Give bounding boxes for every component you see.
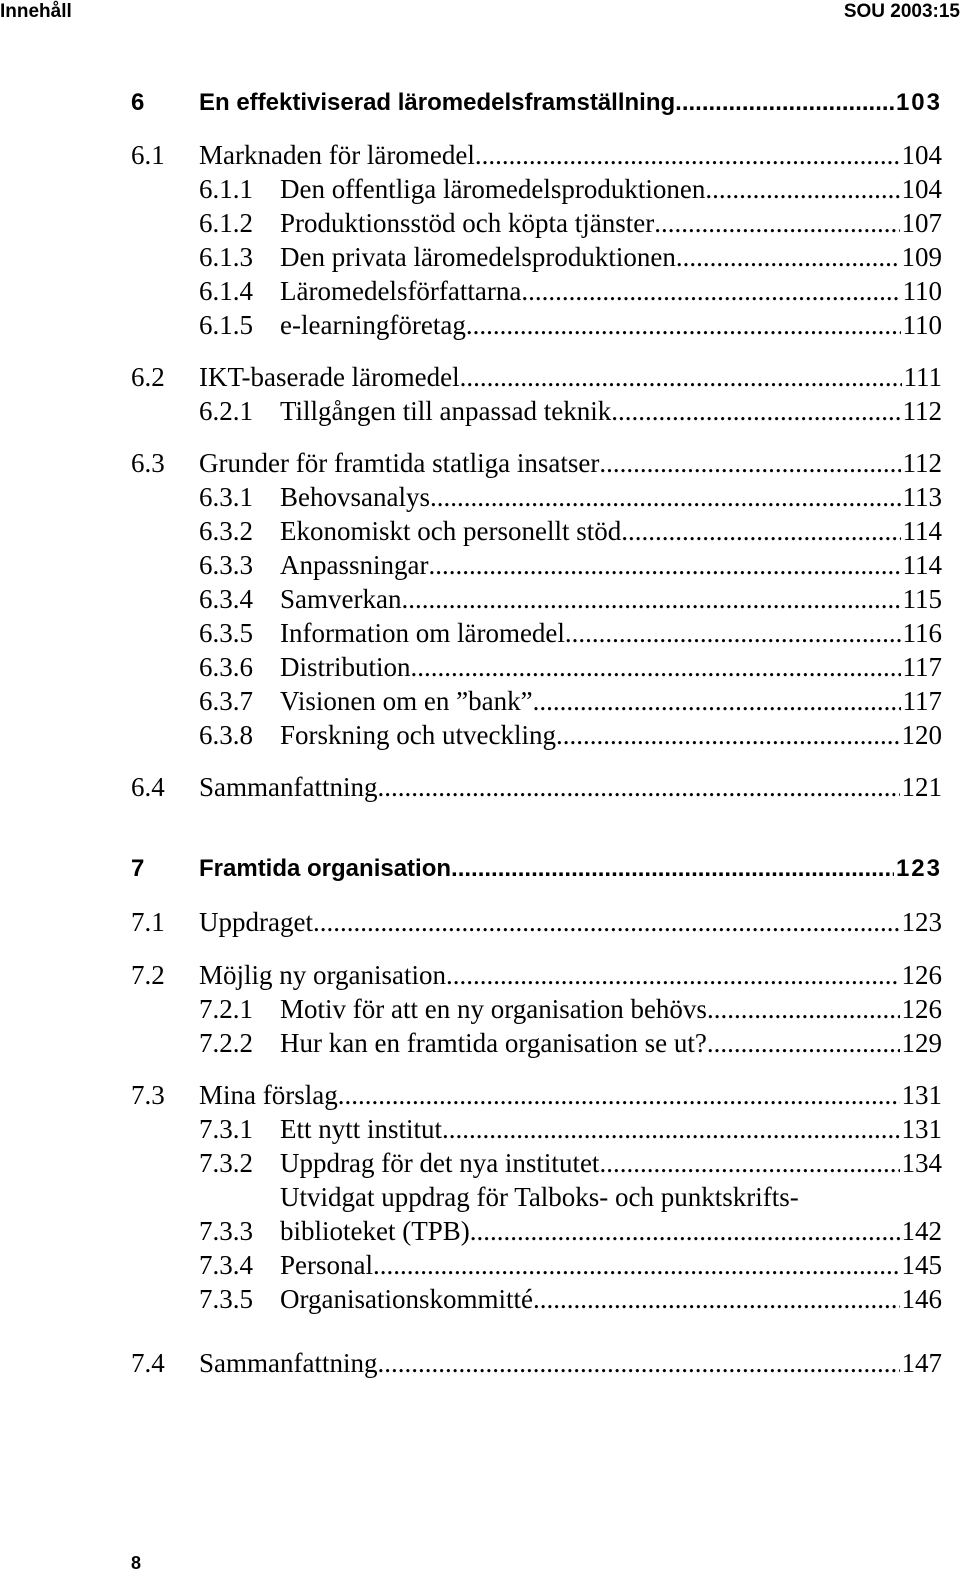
toc-entry-number: 7.2 (131, 960, 165, 990)
dot-leader (442, 1112, 899, 1146)
toc-entry-number: 7.3.5 (199, 1284, 253, 1314)
dot-leader (621, 514, 900, 548)
dot-leader (460, 360, 902, 394)
dot-leader (533, 684, 901, 718)
dot-leader (556, 718, 900, 752)
toc-entry-page: 112 (902, 396, 942, 426)
toc-entry[interactable] (0, 1146, 960, 1180)
toc-entry-number: 6.3.4 (199, 584, 253, 614)
toc-entry-number: 6.1 (131, 140, 165, 170)
toc-entry-number: 7.3 (131, 1080, 165, 1110)
toc-entry-page: 123 (895, 855, 942, 882)
dot-leader (430, 480, 901, 514)
toc-entry-number: 6.3.3 (199, 550, 253, 580)
toc-entry-number: 7.4 (131, 1348, 165, 1378)
toc-entry-page: 114 (902, 516, 942, 546)
dot-leader (451, 852, 894, 886)
toc-entry-title: Information om läromedel (280, 618, 565, 648)
toc-entry-number: 7.2.2 (199, 1028, 253, 1058)
toc-entry-title: Produktionsstöd och köpta tjänster (280, 208, 655, 238)
toc-entry-page: 145 (901, 1250, 942, 1280)
toc-entry[interactable] (0, 992, 960, 1026)
dot-leader (565, 616, 901, 650)
toc-entry-title: Samverkan (280, 584, 402, 614)
toc-entry[interactable] (0, 1248, 960, 1282)
toc-entry[interactable] (0, 958, 960, 992)
toc-entry-page: 114 (902, 550, 942, 580)
toc-entry[interactable] (0, 1112, 960, 1146)
toc-entry-page: 120 (901, 720, 942, 750)
toc-entry-number: 6.1.2 (199, 208, 253, 238)
toc-entry-page: 146 (901, 1284, 942, 1314)
toc-entry-number: 6.3.1 (199, 482, 253, 512)
toc-entry-number: 7 (131, 855, 145, 882)
dot-leader (428, 548, 900, 582)
dot-leader (707, 1026, 900, 1060)
toc-entry-number: 7.3.1 (199, 1114, 253, 1144)
dot-leader (466, 308, 901, 342)
dot-leader (654, 206, 899, 240)
toc-entry-title: Tillgången till anpassad teknik (280, 396, 612, 426)
toc-entry[interactable] (0, 905, 960, 939)
dot-leader (411, 650, 901, 684)
toc-entry-number: 6.3.5 (199, 618, 253, 648)
toc-entry-title: Den offentliga läromedelsproduktionen (280, 174, 706, 204)
toc-entry[interactable] (0, 86, 960, 120)
toc-entry-number: 6.4 (131, 772, 165, 802)
toc-entry-title: Forskning och utveckling (280, 720, 556, 750)
dot-leader (533, 1282, 900, 1316)
toc-entry-title: Grunder för framtida statliga insatser (199, 448, 600, 478)
toc-entry-page: 142 (901, 1216, 942, 1246)
toc-entry-page: 147 (901, 1348, 942, 1378)
toc-entry[interactable] (0, 1214, 960, 1248)
dot-leader (675, 86, 894, 120)
header-section-label: Innehåll (0, 1, 72, 22)
toc-entry[interactable] (0, 718, 960, 752)
toc-entry-page: 107 (901, 208, 942, 238)
dot-leader (599, 446, 900, 480)
toc-entry-number: 6.1.5 (199, 310, 253, 340)
dot-leader (707, 992, 900, 1026)
dot-leader (446, 958, 900, 992)
toc-entry-title: Organisationskommitté (280, 1284, 533, 1314)
toc-entry-title: Sammanfattning (199, 772, 378, 802)
toc-entry-number: 6.3.7 (199, 686, 253, 716)
toc-entry[interactable] (0, 446, 960, 480)
dot-leader (470, 1214, 900, 1248)
toc-entry[interactable] (0, 172, 960, 206)
toc-entry-page: 115 (902, 584, 942, 614)
header-report-id: SOU 2003:15 (843, 1, 960, 22)
toc-entry-title: Mina förslag (199, 1080, 338, 1110)
dot-leader (705, 172, 899, 206)
toc-entry-title: Behovsanalys (280, 482, 430, 512)
dot-leader (475, 138, 900, 172)
dot-leader (676, 240, 900, 274)
toc-entry-number: 6.3 (131, 448, 165, 478)
toc-entry-title: Uppdrag för det nya institutet (280, 1148, 600, 1178)
dot-leader (521, 274, 900, 308)
toc-entry[interactable] (0, 138, 960, 172)
dot-leader (373, 1248, 900, 1282)
toc-entry-title: IKT-baserade läromedel (199, 362, 460, 392)
toc-entry-title: Möjlig ny organisation (199, 960, 446, 990)
dot-leader (313, 905, 900, 939)
toc-entry-page: 126 (901, 994, 942, 1024)
toc-entry-number: 6.2 (131, 362, 165, 392)
toc-entry-title: Anpassningar (280, 550, 429, 580)
toc-entry-number: 7.3.3 (199, 1216, 253, 1246)
toc-entry[interactable] (0, 616, 960, 650)
toc-entry-number: 6 (131, 89, 145, 116)
toc-entry-number: 7.2.1 (199, 994, 253, 1024)
dot-leader (401, 582, 900, 616)
toc-entry-page: 131 (901, 1114, 942, 1144)
toc-entry-number: 6.1.1 (199, 174, 253, 204)
toc-entry-title-line1: Utvidgat uppdrag för Talboks- och punktskrifts- (280, 1182, 799, 1212)
toc-entry[interactable] (0, 274, 960, 308)
toc-entry[interactable] (0, 360, 960, 394)
toc-entry-title: Läromedelsförfattarna (280, 276, 522, 306)
toc-entry-page: 104 (901, 140, 942, 170)
toc-entry-number: 7.1 (131, 907, 165, 937)
dot-leader (338, 1078, 900, 1112)
toc-entry-number: 6.3.6 (199, 652, 253, 682)
toc-entry-number: 6.3.2 (199, 516, 253, 546)
toc-entry-page: 113 (902, 482, 942, 512)
toc-entry-title: e-learningföretag (280, 310, 466, 340)
toc-entry[interactable] (0, 1078, 960, 1112)
toc-entry-page: 123 (901, 907, 942, 937)
toc-entry-number: 7.3.2 (199, 1148, 253, 1178)
toc-entry-page: 112 (902, 448, 942, 478)
toc-entry[interactable] (0, 480, 960, 514)
toc-entry-title: Personal (280, 1250, 373, 1280)
toc-entry[interactable] (0, 1026, 960, 1060)
toc-entry-page: 134 (901, 1148, 942, 1178)
toc-entry-title: Ekonomiskt och personellt stöd (280, 516, 622, 546)
toc-entry-title: biblioteket (TPB) (280, 1216, 470, 1246)
toc-entry-number: 6.3.8 (199, 720, 253, 750)
toc-entry-number: 6.1.3 (199, 242, 253, 272)
toc-entry[interactable] (0, 308, 960, 342)
toc-entry-page: 111 (903, 362, 942, 392)
toc-entry[interactable] (0, 852, 960, 886)
dot-leader (377, 770, 899, 804)
toc-entry-title: Ett nytt institut (280, 1114, 443, 1144)
toc-entry[interactable] (0, 650, 960, 684)
toc-entry[interactable] (0, 582, 960, 616)
toc-entry-page: 126 (901, 960, 942, 990)
toc-entry-title: Visionen om en ”bank” (280, 686, 533, 716)
toc-entry-page: 116 (902, 618, 942, 648)
toc-entry-number: 7.3.4 (199, 1250, 253, 1280)
toc-entry[interactable] (0, 394, 960, 428)
toc-entry-title: Uppdraget (199, 907, 313, 937)
dot-leader (377, 1346, 899, 1380)
toc-entry-page: 104 (901, 174, 942, 204)
toc-entry-page: 121 (901, 772, 942, 802)
toc-entry-title: En effektiviserad läromedelsframställning (199, 89, 676, 116)
toc-entry-page: 131 (901, 1080, 942, 1110)
page-number: 8 (131, 1553, 142, 1573)
toc-entry[interactable] (0, 514, 960, 548)
toc-entry-page: 109 (901, 242, 942, 272)
toc-entry-number: 6.1.4 (199, 276, 253, 306)
toc-entry-title: Marknaden för läromedel (199, 140, 475, 170)
toc-entry[interactable] (0, 684, 960, 718)
toc-entry[interactable] (0, 1346, 960, 1380)
toc-entry-page: 110 (902, 310, 942, 340)
toc-entry-page: 117 (902, 652, 942, 682)
dot-leader (611, 394, 900, 428)
toc-entry-page: 103 (895, 89, 942, 116)
toc-entry-title: Distribution (280, 652, 411, 682)
toc-entry[interactable] (0, 548, 960, 582)
toc-entry-title: Hur kan en framtida organisation se ut? (280, 1028, 707, 1058)
toc-entry-number: 6.2.1 (199, 396, 253, 426)
toc-entry-title: Motiv för att en ny organisation behövs (280, 994, 707, 1024)
toc-entry[interactable] (0, 770, 960, 804)
toc-entry-title: Framtida organisation (199, 855, 452, 882)
toc-entry-title: Den privata läromedelsproduktionen (280, 242, 676, 272)
toc-entry-title: Sammanfattning (199, 1348, 378, 1378)
toc-entry-page: 110 (902, 276, 942, 306)
dot-leader (599, 1146, 899, 1180)
toc-entry[interactable] (0, 1282, 960, 1316)
toc-entry[interactable] (0, 240, 960, 274)
toc-entry[interactable] (0, 206, 960, 240)
toc-entry-page: 117 (902, 686, 942, 716)
toc-entry-page: 129 (901, 1028, 942, 1058)
